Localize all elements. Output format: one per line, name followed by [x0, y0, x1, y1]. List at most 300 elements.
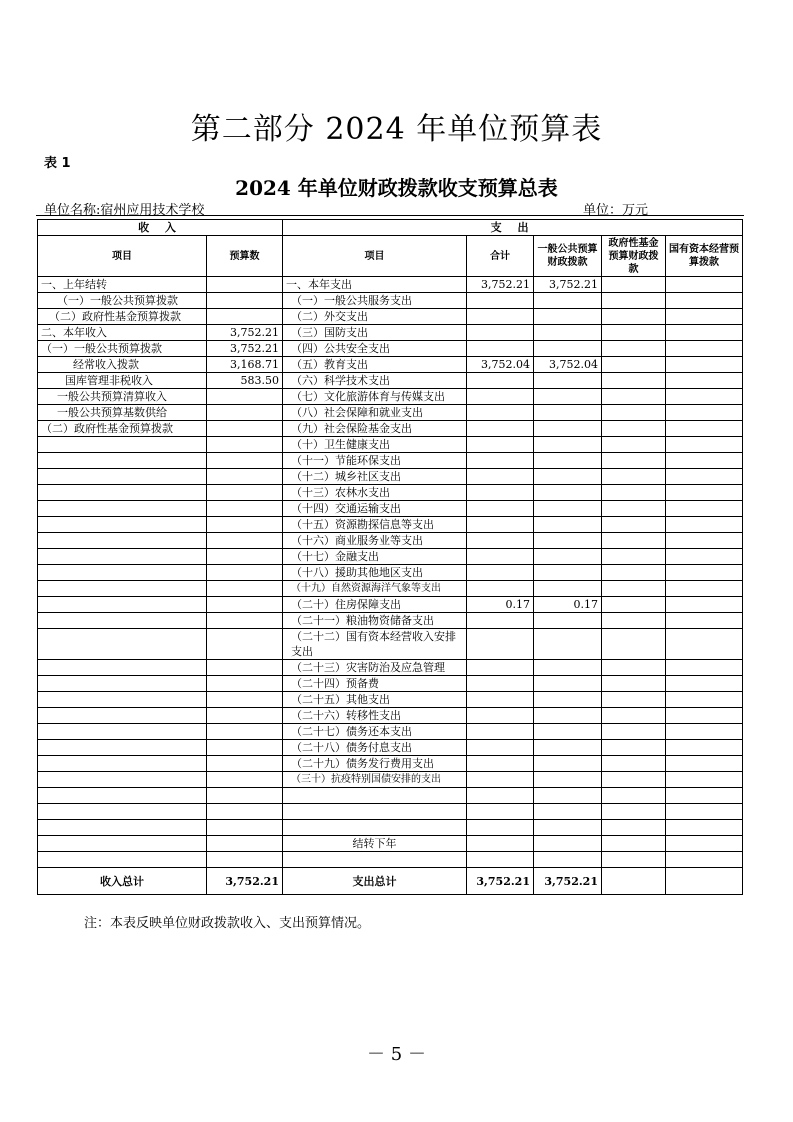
income-item [38, 549, 207, 565]
income-value [207, 405, 283, 421]
table-row [38, 389, 743, 405]
expense-total [467, 788, 534, 804]
table-row [38, 676, 743, 692]
income-item: 一般公共预算清算收入 [38, 389, 207, 405]
table-row [38, 740, 743, 756]
table-row [38, 453, 743, 469]
expense-total [467, 405, 534, 421]
expense-fund [602, 373, 666, 389]
expense-total [467, 772, 534, 788]
expense-item: （二）外交支出 [283, 309, 467, 325]
income-value [207, 724, 283, 740]
col-header-general: 一般公共预算财政拨款 [534, 236, 602, 277]
expense-total [467, 581, 534, 597]
expense-fund [602, 820, 666, 836]
table-row [38, 772, 743, 788]
expense-total [467, 485, 534, 501]
expense-total [467, 565, 534, 581]
expense-general [534, 485, 602, 501]
income-item [38, 756, 207, 772]
income-value [207, 549, 283, 565]
expense-general [534, 341, 602, 357]
expense-total-fund [602, 868, 666, 895]
expense-general [534, 740, 602, 756]
expense-general [534, 852, 602, 868]
expense-state [666, 277, 743, 293]
expense-total [467, 820, 534, 836]
expense-item [283, 804, 467, 820]
income-value [207, 836, 283, 852]
expense-item [283, 788, 467, 804]
expense-general [534, 325, 602, 341]
expense-state [666, 804, 743, 820]
income-item [38, 533, 207, 549]
expense-state [666, 309, 743, 325]
expense-item: （二十五）其他支出 [283, 692, 467, 708]
expense-state [666, 756, 743, 772]
expense-general [534, 581, 602, 597]
expense-item: （十五）资源勘探信息等支出 [283, 517, 467, 533]
expense-fund [602, 277, 666, 293]
expense-fund [602, 692, 666, 708]
income-value [207, 565, 283, 581]
expense-fund [602, 788, 666, 804]
expense-state [666, 597, 743, 613]
expense-state [666, 836, 743, 852]
expense-item: （二十九）债务发行费用支出 [283, 756, 467, 772]
expense-fund [602, 708, 666, 724]
expense-general [534, 501, 602, 517]
expense-general [534, 708, 602, 724]
table-row [38, 756, 743, 772]
table-row [38, 708, 743, 724]
expense-item: （十九）自然资源海洋气象等支出 [283, 581, 467, 597]
income-item [38, 660, 207, 676]
expense-item: （四）公共安全支出 [283, 341, 467, 357]
table-note: 注：本表反映单位财政拨款收入、支出预算情况。 [84, 916, 371, 931]
table-row [38, 788, 743, 804]
income-value: 3,752.21 [207, 341, 283, 357]
expense-item [283, 852, 467, 868]
expense-fund [602, 389, 666, 405]
expense-general [534, 772, 602, 788]
income-item [38, 581, 207, 597]
col-header-state: 国有资本经营预算拨款 [666, 236, 743, 277]
expense-total: 0.17 [467, 597, 534, 613]
income-value [207, 293, 283, 309]
expense-total: 3,752.04 [467, 357, 534, 373]
expense-fund [602, 852, 666, 868]
expense-total [467, 309, 534, 325]
income-value [207, 804, 283, 820]
table-row [38, 533, 743, 549]
expense-general [534, 820, 602, 836]
expense-state [666, 469, 743, 485]
income-item: 一般公共预算基数供给 [38, 405, 207, 421]
unit-name: 单位名称:宿州应用技术学校 [44, 203, 205, 218]
table-row [38, 341, 743, 357]
col-header-total: 合计 [467, 236, 534, 277]
table-title: 2024 年单位财政拨款收支预算总表 [235, 176, 558, 200]
expense-state [666, 565, 743, 581]
expense-item: （三十）抗疫特别国债安排的支出 [283, 772, 467, 788]
table-row [38, 485, 743, 501]
expense-general [534, 405, 602, 421]
expense-general [534, 629, 602, 660]
table-row [38, 581, 743, 597]
col-header-budget: 预算数 [207, 236, 283, 277]
expense-fund [602, 581, 666, 597]
expense-item: （十八）援助其他地区支出 [283, 565, 467, 581]
expense-item: （五）教育支出 [283, 357, 467, 373]
expense-state [666, 485, 743, 501]
expense-general [534, 676, 602, 692]
expense-total [467, 517, 534, 533]
table-row [38, 692, 743, 708]
table-row [38, 820, 743, 836]
income-value [207, 597, 283, 613]
expense-fund [602, 533, 666, 549]
expense-general [534, 293, 602, 309]
expense-state [666, 788, 743, 804]
table-row [38, 549, 743, 565]
income-value [207, 437, 283, 453]
expense-fund [602, 293, 666, 309]
expense-state [666, 772, 743, 788]
income-value [207, 581, 283, 597]
expense-state [666, 692, 743, 708]
expense-general [534, 756, 602, 772]
income-item: 一、上年结转 [38, 277, 207, 293]
expense-total [467, 501, 534, 517]
expense-total [467, 341, 534, 357]
expense-item: （十四）交通运输支出 [283, 501, 467, 517]
expense-state [666, 517, 743, 533]
expense-total-label: 支出总计 [283, 868, 467, 895]
expense-fund [602, 740, 666, 756]
expense-state [666, 549, 743, 565]
expense-state [666, 708, 743, 724]
table-row [38, 565, 743, 581]
income-item [38, 597, 207, 613]
expense-state [666, 613, 743, 629]
expense-general [534, 565, 602, 581]
expense-general [534, 660, 602, 676]
income-item [38, 613, 207, 629]
expense-state [666, 357, 743, 373]
expense-total [467, 740, 534, 756]
expense-general [534, 517, 602, 533]
unit-label: 单位：万元 [583, 203, 649, 218]
table-row [38, 501, 743, 517]
expense-state [666, 453, 743, 469]
expense-item: （十三）农林水支出 [283, 485, 467, 501]
income-value [207, 469, 283, 485]
income-value: 583.50 [207, 373, 283, 389]
expense-item: 结转下年 [283, 836, 467, 852]
budget-table [37, 219, 743, 895]
page-number: － 5 － [367, 1044, 426, 1065]
expense-fund [602, 565, 666, 581]
expense-state [666, 501, 743, 517]
expense-total [467, 676, 534, 692]
income-value [207, 788, 283, 804]
expense-general [534, 373, 602, 389]
expense-item: （二十）住房保障支出 [283, 597, 467, 613]
expense-general [534, 724, 602, 740]
expense-item: （十七）金融支出 [283, 549, 467, 565]
col-header-item2: 项目 [283, 236, 467, 277]
expense-state [666, 852, 743, 868]
expense-item: 一、本年支出 [283, 277, 467, 293]
expense-total-state [666, 868, 743, 895]
income-item: 二、本年收入 [38, 325, 207, 341]
income-item [38, 852, 207, 868]
table-row [38, 357, 743, 373]
expense-general [534, 533, 602, 549]
expense-fund [602, 756, 666, 772]
table-row [38, 325, 743, 341]
expense-fund [602, 437, 666, 453]
expense-item: （十）卫生健康支出 [283, 437, 467, 453]
expense-state [666, 820, 743, 836]
expense-item: （二十四）预备费 [283, 676, 467, 692]
income-value [207, 692, 283, 708]
income-value [207, 501, 283, 517]
expense-item: （二十三）灾害防治及应急管理 [283, 660, 467, 676]
table-row [38, 437, 743, 453]
expense-general [534, 421, 602, 437]
table-row [38, 724, 743, 740]
top-rule [36, 215, 744, 216]
expense-header: 支 出 [283, 220, 743, 236]
income-value [207, 389, 283, 405]
income-item [38, 437, 207, 453]
expense-general [534, 788, 602, 804]
expense-fund [602, 597, 666, 613]
expense-item: （八）社会保障和就业支出 [283, 405, 467, 421]
income-value [207, 533, 283, 549]
income-value [207, 852, 283, 868]
expense-general [534, 692, 602, 708]
expense-item: （十一）节能环保支出 [283, 453, 467, 469]
expense-total [467, 692, 534, 708]
col-header-item: 项目 [38, 236, 207, 277]
expense-total [467, 325, 534, 341]
header-row-columns [38, 236, 743, 277]
table-number: 表 1 [44, 156, 71, 171]
expense-state [666, 293, 743, 309]
income-value: 3,752.21 [207, 325, 283, 341]
income-value [207, 517, 283, 533]
expense-total [467, 836, 534, 852]
table-row [38, 597, 743, 613]
expense-fund [602, 357, 666, 373]
income-value [207, 629, 283, 660]
expense-total [467, 437, 534, 453]
table-row [38, 517, 743, 533]
expense-fund [602, 341, 666, 357]
income-item [38, 485, 207, 501]
expense-total-value: 3,752.21 [467, 868, 534, 895]
income-item: 国库管理非税收入 [38, 373, 207, 389]
income-total-label: 收入总计 [38, 868, 207, 895]
expense-total [467, 852, 534, 868]
income-item [38, 820, 207, 836]
expense-item: （二十八）债务付息支出 [283, 740, 467, 756]
expense-state [666, 341, 743, 357]
income-value [207, 421, 283, 437]
table-row [38, 660, 743, 676]
expense-fund [602, 836, 666, 852]
table-row [38, 852, 743, 868]
income-value: 3,168.71 [207, 357, 283, 373]
expense-fund [602, 421, 666, 437]
expense-fund [602, 405, 666, 421]
expense-total [467, 533, 534, 549]
income-total-value: 3,752.21 [207, 868, 283, 895]
expense-general [534, 437, 602, 453]
income-value [207, 756, 283, 772]
table-row [38, 293, 743, 309]
expense-total [467, 724, 534, 740]
table-row [38, 836, 743, 852]
income-item [38, 708, 207, 724]
expense-total [467, 613, 534, 629]
income-item: （二）政府性基金预算拨款 [38, 309, 207, 325]
expense-state [666, 405, 743, 421]
expense-item: （二十七）债务还本支出 [283, 724, 467, 740]
expense-total [467, 469, 534, 485]
expense-total [467, 804, 534, 820]
expense-fund [602, 517, 666, 533]
expense-state [666, 724, 743, 740]
expense-item: （三）国防支出 [283, 325, 467, 341]
expense-total [467, 389, 534, 405]
expense-fund [602, 549, 666, 565]
expense-fund [602, 660, 666, 676]
expense-general [534, 836, 602, 852]
income-item [38, 469, 207, 485]
income-value [207, 740, 283, 756]
expense-item: （十六）商业服务业等支出 [283, 533, 467, 549]
expense-fund [602, 629, 666, 660]
income-item [38, 629, 207, 660]
income-header: 收 入 [38, 220, 283, 236]
income-value [207, 309, 283, 325]
expense-general [534, 309, 602, 325]
expense-fund [602, 676, 666, 692]
expense-fund [602, 724, 666, 740]
income-value [207, 772, 283, 788]
income-item: （二）政府性基金预算拨款 [38, 421, 207, 437]
income-value [207, 485, 283, 501]
expense-fund [602, 613, 666, 629]
income-value [207, 676, 283, 692]
expense-fund [602, 469, 666, 485]
income-item: 经常收入拨款 [38, 357, 207, 373]
income-item [38, 804, 207, 820]
table-row [38, 405, 743, 421]
expense-item: （七）文化旅游体育与传媒支出 [283, 389, 467, 405]
income-value [207, 708, 283, 724]
income-item [38, 453, 207, 469]
expense-total [467, 708, 534, 724]
expense-item: （九）社会保险基金支出 [283, 421, 467, 437]
expense-total [467, 629, 534, 660]
income-item [38, 772, 207, 788]
expense-general: 0.17 [534, 597, 602, 613]
totals-row [38, 868, 743, 895]
expense-item: （二十二）国有资本经营收入安排支出 [283, 629, 467, 660]
income-item [38, 517, 207, 533]
expense-state [666, 629, 743, 660]
expense-total [467, 660, 534, 676]
expense-item [283, 820, 467, 836]
expense-general: 3,752.04 [534, 357, 602, 373]
table-row [38, 804, 743, 820]
expense-item: （一）一般公共服务支出 [283, 293, 467, 309]
expense-fund [602, 804, 666, 820]
expense-state [666, 437, 743, 453]
expense-state [666, 421, 743, 437]
col-header-fund: 政府性基金预算财政拨款 [602, 236, 666, 277]
income-value [207, 660, 283, 676]
income-item [38, 740, 207, 756]
income-item [38, 676, 207, 692]
expense-total [467, 549, 534, 565]
table-row [38, 309, 743, 325]
header-row-sections [38, 220, 743, 236]
table-row [38, 421, 743, 437]
expense-general [534, 453, 602, 469]
expense-item: （二十六）转移性支出 [283, 708, 467, 724]
expense-total [467, 373, 534, 389]
table-row [38, 469, 743, 485]
table-row [38, 629, 743, 660]
income-value [207, 820, 283, 836]
income-item [38, 836, 207, 852]
expense-general [534, 469, 602, 485]
expense-state [666, 581, 743, 597]
income-item [38, 501, 207, 517]
income-value [207, 277, 283, 293]
income-value [207, 453, 283, 469]
expense-fund [602, 309, 666, 325]
expense-total [467, 453, 534, 469]
expense-general [534, 549, 602, 565]
expense-state [666, 740, 743, 756]
expense-item: （十二）城乡社区支出 [283, 469, 467, 485]
expense-state [666, 533, 743, 549]
expense-state [666, 676, 743, 692]
expense-total [467, 293, 534, 309]
table-row [38, 613, 743, 629]
expense-general [534, 389, 602, 405]
expense-fund [602, 325, 666, 341]
expense-fund [602, 501, 666, 517]
income-item: （一）一般公共预算拨款 [38, 293, 207, 309]
expense-state [666, 373, 743, 389]
expense-total: 3,752.21 [467, 277, 534, 293]
expense-fund [602, 485, 666, 501]
expense-state [666, 325, 743, 341]
expense-fund [602, 453, 666, 469]
income-item [38, 565, 207, 581]
table-row [38, 373, 743, 389]
expense-general [534, 613, 602, 629]
expense-item: （六）科学技术支出 [283, 373, 467, 389]
